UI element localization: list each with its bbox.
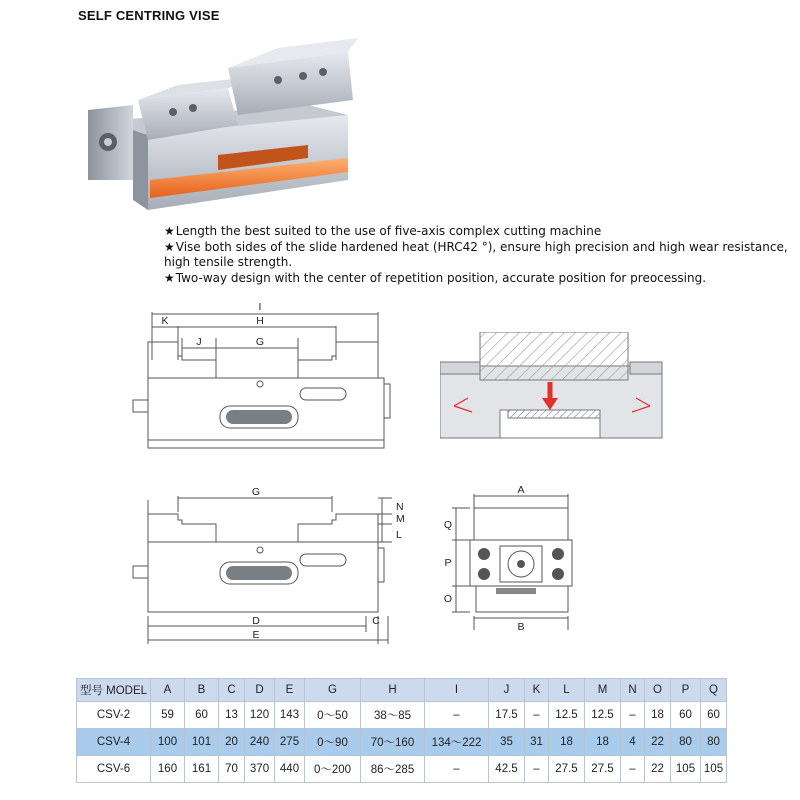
- column-header: L: [549, 679, 585, 702]
- dim-label-q: Q: [443, 519, 453, 531]
- table-cell: 27.5: [549, 756, 585, 783]
- table-cell: 18: [549, 729, 585, 756]
- column-header: E: [275, 679, 305, 702]
- column-header: O: [645, 679, 671, 702]
- dim-label-l: L: [396, 529, 402, 541]
- table-row: [77, 702, 727, 729]
- table-cell: CSV-2: [77, 702, 151, 729]
- dim-label-m: M: [396, 513, 405, 525]
- table-cell: 0～50: [305, 702, 361, 729]
- table-cell: 17.5: [489, 702, 525, 729]
- feature-item: ★Length the best suited to the use of five-axis complex cutting machine: [164, 224, 602, 238]
- page-title: SELF CENTRING VISE: [78, 8, 220, 23]
- table-cell: 12.5: [549, 702, 585, 729]
- column-header: P: [671, 679, 701, 702]
- column-header: K: [525, 679, 549, 702]
- table-cell: 105: [671, 756, 701, 783]
- dim-label-e: E: [252, 629, 260, 641]
- table-cell: 0～200: [305, 756, 361, 783]
- table-cell: –: [621, 756, 645, 783]
- column-header: N: [621, 679, 645, 702]
- table-cell: 13: [219, 702, 245, 729]
- table-row: [77, 729, 727, 756]
- table-cell: –: [425, 756, 489, 783]
- feature-item: high tensile strength.: [164, 255, 293, 270]
- dim-label-b: B: [517, 621, 525, 633]
- table-cell: 22: [645, 756, 671, 783]
- table-cell: 70～160: [361, 729, 425, 756]
- column-header: B: [185, 679, 219, 702]
- table-cell: 440: [275, 756, 305, 783]
- table-cell: 60: [701, 702, 727, 729]
- table-cell: 240: [245, 729, 275, 756]
- table-cell: 18: [645, 702, 671, 729]
- feature-item: ★Two-way design with the center of repetition position, accurate position for preocessing.: [164, 270, 707, 285]
- feature-list: [164, 224, 788, 286]
- drawing-elevation-bottom: [120, 484, 410, 654]
- table-cell: CSV-6: [77, 756, 151, 783]
- table-cell: –: [425, 702, 489, 729]
- dim-label-p: P: [444, 557, 452, 569]
- feature-item: ★Vise both sides of the slide hardened heat (HRC42 °), ensure high precision and high wear resistance,: [164, 239, 788, 254]
- table-cell: 100: [151, 729, 185, 756]
- table-cell: CSV-4: [77, 729, 151, 756]
- column-header: J: [489, 679, 525, 702]
- column-header: G: [305, 679, 361, 702]
- column-header: Q: [701, 679, 727, 702]
- table-cell: 80: [701, 729, 727, 756]
- table-cell: 101: [185, 729, 219, 756]
- column-header: M: [585, 679, 621, 702]
- dim-label-d: D: [252, 615, 260, 627]
- drawing-end-view: [442, 484, 582, 634]
- table-cell: 0～90: [305, 729, 361, 756]
- dim-label-g: G: [255, 336, 265, 348]
- column-header: A: [151, 679, 185, 702]
- table-row: [77, 756, 727, 783]
- spec-table: [76, 678, 727, 783]
- table-cell: 80: [671, 729, 701, 756]
- table-header-row: [77, 679, 727, 702]
- table-cell: 161: [185, 756, 219, 783]
- column-header: H: [361, 679, 425, 702]
- table-cell: –: [621, 702, 645, 729]
- dim-label-h: H: [256, 315, 264, 327]
- dim-label-i: I: [258, 301, 262, 313]
- dim-label-j: J: [196, 336, 202, 348]
- table-cell: 4: [621, 729, 645, 756]
- dim-label-k: K: [161, 315, 169, 327]
- dim-label-a: A: [517, 484, 525, 496]
- table-cell: 120: [245, 702, 275, 729]
- table-cell: 60: [671, 702, 701, 729]
- column-header: C: [219, 679, 245, 702]
- table-cell: 31: [525, 729, 549, 756]
- table-cell: –: [525, 702, 549, 729]
- dim-label-g: G: [251, 486, 261, 498]
- dim-label-o: O: [443, 593, 453, 605]
- table-cell: 275: [275, 729, 305, 756]
- table-cell: 59: [151, 702, 185, 729]
- column-header: D: [245, 679, 275, 702]
- dim-label-n: N: [396, 501, 404, 513]
- table-cell: –: [525, 756, 549, 783]
- table-cell: 20: [219, 729, 245, 756]
- column-header: 型号 MODEL: [77, 679, 151, 702]
- table-cell: 35: [489, 729, 525, 756]
- table-cell: 38～85: [361, 702, 425, 729]
- column-header: I: [425, 679, 489, 702]
- table-cell: 143: [275, 702, 305, 729]
- table-cell: 18: [585, 729, 621, 756]
- dim-label-c: C: [372, 615, 380, 627]
- vise-photo: [78, 30, 378, 220]
- table-cell: 370: [245, 756, 275, 783]
- table-cell: 22: [645, 729, 671, 756]
- drawing-clamping-diagram: [440, 332, 670, 442]
- table-cell: 12.5: [585, 702, 621, 729]
- table-cell: 42.5: [489, 756, 525, 783]
- table-cell: 70: [219, 756, 245, 783]
- table-cell: 160: [151, 756, 185, 783]
- drawing-elevation-top: [120, 300, 400, 460]
- table-cell: 134～222: [425, 729, 489, 756]
- table-cell: 105: [701, 756, 727, 783]
- table-cell: 86～285: [361, 756, 425, 783]
- table-cell: 27.5: [585, 756, 621, 783]
- table-cell: 60: [185, 702, 219, 729]
